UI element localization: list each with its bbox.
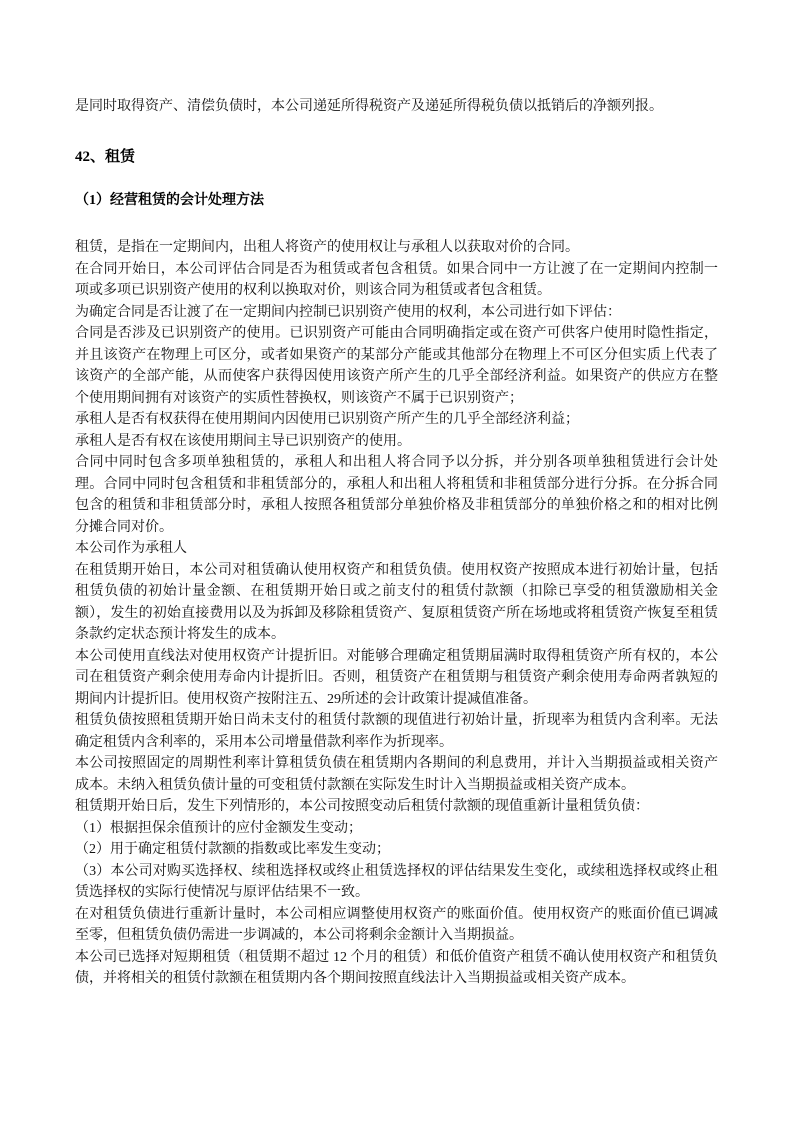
lead-paragraph: 是同时取得资产、清偿负债时，本公司递延所得税资产及递延所得税负债以抵销后的净额列报。 [75,99,663,114]
body-paragraphs [75,237,718,990]
paragraph: 为确定合同是否让渡了在一定期间内控制已识别资产使用的权利，本公司进行如下评估： [75,304,621,320]
paragraph: 合同中同时包含多项单独租赁的，承租人和出租人将合同予以分拆，并分别各项单独租赁进行会计处理。合同中同时包含租赁和非租赁部分的，承租人和出租人将租赁和非租赁部分进行分拆。在分拆合同包含的租赁和非租赁部分时，承租人按照各租赁部分单独价格及非租赁部分的单独价格之和的相对比例分摊合同对价。 [75,455,718,535]
paragraph: 承租人是否有权在该使用期间主导已识别资产的使用。 [75,433,411,449]
paragraph: 承租人是否有权获得在使用期间内因使用已识别资产所产生的几乎全部经济利益； [75,412,579,427]
paragraph: 租赁期开始日后，发生下列情形的，本公司按照变动后租赁付款额的现值重新计量租赁负债： [75,799,649,814]
paragraph: （1）根据担保余值预计的应付金额发生变动； [75,820,362,836]
paragraph: 在租赁期开始日，本公司对租赁确认使用权资产和租赁负债。使用权资产按照成本进行初始计量，包括租赁负债的初始计量金额、在租赁期开始日或之前支付的租赁付款额（扣除已享受的租赁激励相关金额），发生的初始直接费用以及为拆卸及移除租赁资产、复原租赁资产所在场地或将租赁资产恢复至租赁条款约定状态预计将发生的成本。 [75,562,718,642]
paragraph: 本公司按照固定的周期性利率计算租赁负债在租赁期内各期间的利息费用，并计入当期损益或相关资产成本。未纳入租赁负债计量的可变租赁付款额在实际发生时计入当期损益或相关资产成本。 [75,756,718,793]
paragraph: 合同是否涉及已识别资产的使用。已识别资产可能由合同明确指定或在资产可供客户使用时隐性指定，并且该资产在物理上可区分，或者如果资产的某部分产能或其他部分在物理上不可区分但实质上代表了该资产的全部产能，从而使客户获得因使用该资产所产生的几乎全部经济利益。如果资产的供应方在整个使用期间拥有对该资产的实质性替换权，则该资产不属于已识别资产； [75,326,718,406]
paragraph: （2）用于确定租赁付款额的指数或比率发生变动； [75,842,390,857]
paragraph: 本公司已选择对短期租赁（租赁期不超过 12 个月的租赁）和低价值资产租赁不确认使用权资产和租赁负债，并将相关的租赁付款额在租赁期内各个期间按照直线法计入当期损益或相关资产成本。 [75,949,718,986]
paragraph: 租赁负债按照租赁期开始日尚未支付的租赁付款额的现值进行初始计量，折现率为租赁内含利率。无法确定租赁内含利率的，采用本公司增量借款利率作为折现率。 [75,713,718,750]
paragraph: （3）本公司对购买选择权、续租选择权或终止租赁选择权的评估结果发生变化，或续租选择权或终止租赁选择权的实际行使情况与原评估结果不一致。 [75,863,718,900]
paragraph: 租赁，是指在一定期间内，出租人将资产的使用权让与承租人以获取对价的合同。 [75,240,579,255]
paragraph: 本公司作为承租人 [75,541,187,556]
paragraph: 在合同开始日，本公司评估合同是否为租赁或者包含租赁。如果合同中一方让渡了在一定期间内控制一项或多项已识别资产使用的权利以换取对价，则该合同为租赁或者包含租赁。 [75,261,718,298]
paragraph: 本公司使用直线法对使用权资产计提折旧。对能够合理确定租赁期届满时取得租赁资产所有权的，本公司在租赁资产剩余使用寿命内计提折旧。否则，租赁资产在租赁期与租赁资产剩余使用寿命两者孰短的期间内计提折旧。使用权资产按附注五、29所述的会计政策计提减值准备。 [75,648,718,707]
paragraph: 在对租赁负债进行重新计量时，本公司相应调整使用权资产的账面价值。使用权资产的账面价值已调减至零，但租赁负债仍需进一步调减的，本公司将剩余金额计入当期损益。 [75,906,718,943]
subsection-heading: （1）经营租赁的会计处理方法 [75,193,264,208]
section-heading: 42、租赁 [75,149,136,165]
